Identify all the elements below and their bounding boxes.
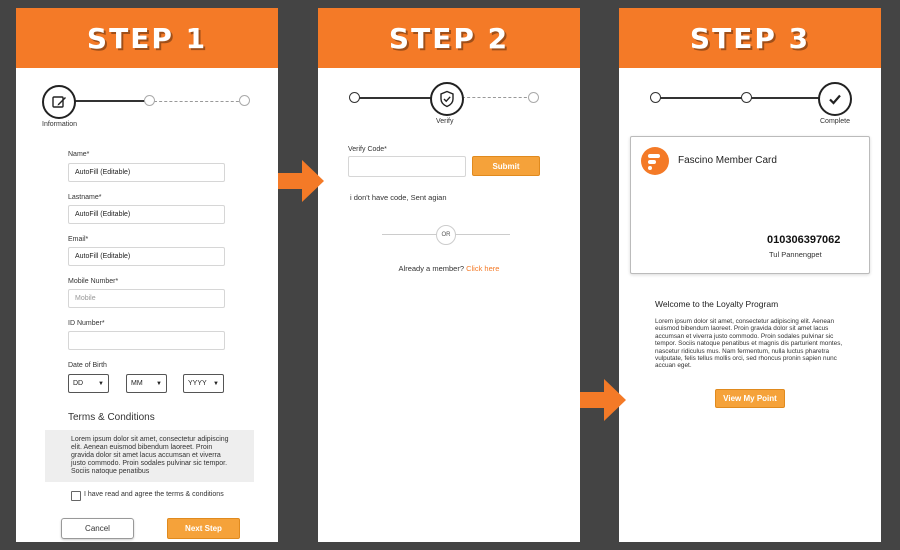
step2-title: STEP 2	[388, 21, 510, 55]
progress-line-complete	[356, 97, 436, 99]
progress-label-information: Information	[42, 121, 78, 128]
fascino-logo-icon	[641, 147, 669, 175]
progress-dot-information	[650, 92, 661, 103]
progress-line-complete	[72, 100, 148, 102]
mobile-field[interactable]: Mobile	[68, 289, 225, 308]
terms-text-box: Lorem ipsum dolor sit amet, consectetur adipiscing elit. Aenean euismod bibendum laoreet. Proin gravida dolor sit amet lacus accumsan et viverra justo commodo. Proin sodales pulvinar sic tempor. Sociis natoque penatibus	[45, 430, 254, 482]
step1-panel	[16, 8, 278, 542]
dob-year-value: YYYY	[188, 380, 207, 387]
arrow-right-icon	[276, 156, 326, 206]
caret-down-icon: ▼	[213, 380, 219, 387]
or-circle	[436, 225, 456, 245]
lastname-field[interactable]: AutoFill (Editable)	[68, 205, 225, 224]
card-holder: Tul Pannengpet	[769, 250, 822, 259]
card-number: 010306397062	[767, 234, 841, 246]
progress-dot-verify	[741, 92, 752, 103]
progress-label-complete: Complete	[820, 118, 850, 125]
progress-dot-complete	[239, 95, 250, 106]
dob-day-value: DD	[73, 380, 84, 387]
member-card	[630, 136, 870, 274]
or-text: OR	[441, 232, 451, 238]
dob-year-select[interactable]	[183, 374, 224, 393]
agree-checkbox[interactable]	[71, 491, 81, 501]
already-member-line	[318, 264, 580, 273]
progress-dot-information	[349, 92, 360, 103]
dob-day-select[interactable]	[68, 374, 109, 393]
resend-code-link[interactable]: i don't have code, Sent agian	[350, 193, 447, 202]
welcome-heading: Welcome to the Loyalty Program	[655, 299, 779, 309]
submit-button[interactable]: Submit	[472, 156, 540, 176]
already-member-text: Already a member?	[398, 264, 464, 273]
progress-dot-complete	[528, 92, 539, 103]
email-label: Email*	[68, 236, 89, 243]
terms-heading: Terms & Conditions	[68, 412, 155, 423]
click-here-link[interactable]: Click here	[466, 264, 500, 273]
step1-title: STEP 1	[86, 21, 208, 55]
next-step-button[interactable]: Next Step	[167, 518, 240, 539]
check-icon	[827, 91, 843, 107]
dob-month-select[interactable]	[126, 374, 167, 393]
shield-check-icon	[438, 90, 456, 108]
verify-code-field[interactable]	[348, 156, 466, 177]
step3-panel	[619, 8, 881, 542]
step3-banner	[619, 8, 881, 68]
step1-banner	[16, 8, 278, 68]
card-title: Fascino Member Card	[678, 155, 777, 166]
name-field[interactable]: AutoFill (Editable)	[68, 163, 225, 182]
id-number-label: ID Number*	[68, 320, 105, 327]
dob-month-value: MM	[131, 380, 143, 387]
view-my-point-button[interactable]: View My Point	[715, 389, 785, 408]
lastname-label: Lastname*	[68, 194, 102, 201]
step2-panel	[318, 8, 580, 542]
step2-banner	[318, 8, 580, 68]
name-label: Name*	[68, 151, 90, 158]
mobile-label: Mobile Number*	[68, 278, 119, 285]
progress-step-verify	[430, 82, 464, 116]
email-field[interactable]: AutoFill (Editable)	[68, 247, 225, 266]
arrow-right-icon	[578, 375, 628, 425]
id-number-field[interactable]	[68, 331, 225, 350]
progress-dot-verify	[144, 95, 155, 106]
dob-label: Date of Birth	[68, 362, 107, 369]
step3-title: STEP 3	[689, 21, 811, 55]
progress-step-complete	[818, 82, 852, 116]
agree-label: I have read and agree the terms & conditions	[84, 491, 224, 498]
edit-icon	[51, 94, 67, 110]
progress-line-pending	[154, 101, 244, 102]
caret-down-icon: ▼	[156, 380, 162, 387]
verify-code-label: Verify Code*	[348, 146, 387, 153]
progress-line-pending	[462, 97, 532, 98]
progress-step-information	[42, 85, 76, 119]
cancel-button[interactable]: Cancel	[61, 518, 134, 539]
caret-down-icon: ▼	[98, 380, 104, 387]
progress-label-verify: Verify	[436, 118, 454, 125]
welcome-text: Lorem ipsum dolor sit amet, consectetur adipiscing elit. Aenean euismod bibendum laoreet. Proin gravida dolor sit amet lacus accumsan et viverra justo commodo. Proin sodales pulvinar sic tempor. Sociis natoque penatibus et magnis dis parturient montes, nascetur ridiculus mus. Nam fermentum, nulla luctus pharetra vulputate, felis tellus mollis orci, sed rhoncus pronin sapien nunc accuan eget.	[655, 318, 843, 370]
